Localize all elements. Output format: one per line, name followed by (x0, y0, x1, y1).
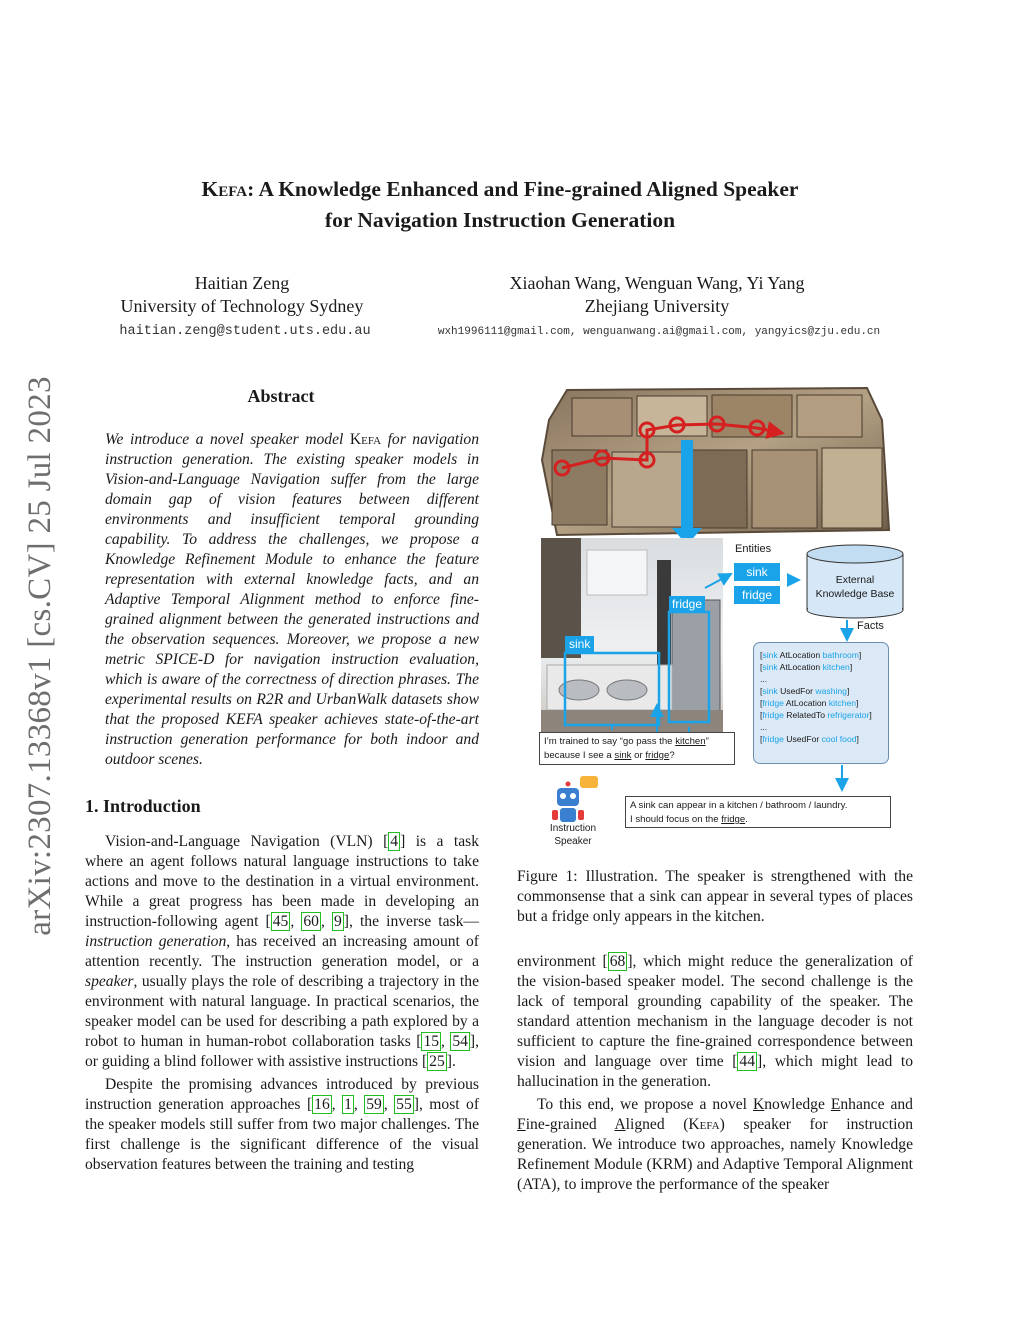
entity-chip: sink (734, 563, 780, 581)
author-affiliation: University of Technology Sydney (120, 296, 364, 316)
sink-tag: sink (565, 636, 594, 653)
citation-link[interactable]: 54 (452, 1033, 468, 1050)
entity-chip: fridge (734, 586, 780, 604)
fact-item: [sink UsedFor washing] (760, 686, 850, 696)
citation-link[interactable]: 1 (344, 1096, 352, 1113)
fact-item: [sink AtLocation kitchen] (760, 662, 853, 672)
fact-item: [fridge RelatedTo refrigerator] (760, 710, 872, 720)
abstract-text: We introduce a novel speaker model (105, 431, 350, 448)
facts-label: Facts (857, 620, 884, 632)
abstract-heading: Abstract (247, 386, 315, 406)
citation-link[interactable]: 55 (396, 1096, 412, 1113)
kb-label: External Knowledge Base (815, 574, 895, 600)
entities-label: Entities (735, 543, 772, 555)
abstract-text: for navigation instruction generation. The existing speaker models in Vision-and-Language Navigation suffer from the large domain gap of vision features between different environments and insufficient temporal grounding capability. To address the challenges, we propose a Knowledge Refinement Module to enhance the feature representation with external knowledge facts, and an Adaptive Temporal Alignment method to enforce fine-grained alignment between the generated instructions and the observation sequences. Moreover, we propose a new metric SPICE-D for navigation instruction evaluation, which is aware of the correctness of direction phrases. The experimental results on R2R and UrbanWalk datasets show that the proposed KEFA speaker achieves state-of-the-art instruction generation performance for both indoor and outdoor scenes. (105, 431, 479, 768)
citation-link[interactable]: 16 (314, 1096, 330, 1113)
title-line2: for Navigation Instruction Generation (324, 208, 676, 232)
fact-item: ... (760, 722, 768, 732)
title-sc: Kefa (201, 177, 248, 201)
right-column-body (517, 952, 913, 1195)
citation-link[interactable]: 4 (390, 833, 399, 850)
facts-box (753, 642, 889, 764)
citation-link[interactable]: 9 (333, 913, 342, 930)
citation-link[interactable]: 25 (429, 1053, 445, 1070)
fact-item: [fridge UsedFor cool food] (760, 734, 859, 744)
paper-title (0, 174, 1000, 236)
author-block-1 (95, 272, 389, 318)
speech-bubble: I’m trained to say “go pass the kitchen” because I see a sink or fridge? (539, 732, 735, 765)
fact-item: [sink AtLocation bathroom] (760, 650, 862, 660)
citation-link[interactable]: 45 (272, 913, 289, 930)
floor-plan (542, 388, 889, 535)
figure-1 (517, 380, 917, 850)
author-name: Haitian Zeng (194, 273, 290, 293)
figure-illustration (517, 380, 917, 850)
abstract-body (105, 430, 479, 770)
paragraph: To this end, we propose a novel Knowledge Enhance and Fine-grained Aligned (Kefa) speaker for instruction generation. We introduce two approaches, namely Knowledge Refinement Module (KRM) and Adaptive Temporal Alignment (ATA), to improve the performance of the speaker (517, 1096, 913, 1193)
author-block-2 (470, 272, 844, 318)
author-affiliation: Zhejiang University (584, 296, 730, 316)
citation-link[interactable]: 15 (423, 1033, 440, 1050)
robot-speaker-icon (552, 776, 598, 822)
speaker-label: Instruction Speaker (549, 823, 597, 847)
abstract-sc: Kefa (349, 431, 382, 448)
fridge-tag: fridge (669, 596, 705, 613)
speech-bubble: A sink can appear in a kitchen / bathroom / laundry. I should focus on the fridge. (625, 796, 891, 828)
intro-body (85, 832, 479, 1175)
title-line1: : A Knowledge Enhanced and Fine-grained Aligned Speaker (247, 177, 799, 201)
paragraph: environment [ 68 ], which might reduce the generalization of the vision-based speaker model. The second challenge is the lack of temporal grounding capability of the speaker. The standard attention mechanism in the language decoder is not sufficient to capture the fine-grained correspondence between vision and language over time [ 44 ], which might lead to hallucination in the generation. (517, 953, 914, 1090)
section-heading: 1. Introduction (85, 796, 201, 816)
paragraph: Despite the promising advances introduced by previous instruction generation approaches [ 16 , 1 , 59 , 55 ], most of the speaker models still suffer from two major challenges. The first challenge is the significant difference of the visual observation features between the training and testing (85, 1076, 480, 1173)
author-email: wxh1996111@gmail.com, wenguanwang.ai@gmail.com, yangyics@zju.edu.cn (437, 326, 881, 338)
citation-link[interactable]: 60 (303, 913, 319, 930)
author-name: Xiaohan Wang, Wenguan Wang, Yi Yang (509, 273, 805, 293)
fact-item: ... (760, 674, 768, 684)
figure-caption: Figure 1: Illustration. The speaker is strengthened with the commonsense that a sink can appear in several types of places but a fridge only appears in the kitchen. (517, 868, 913, 925)
arxiv-side-label: arXiv:2307.13368v1 [cs.CV] 25 Jul 2023 (22, 376, 58, 936)
citation-link[interactable]: 44 (739, 1053, 756, 1070)
citation-link[interactable]: 59 (366, 1096, 382, 1113)
fact-item: [fridge AtLocation kitchen] (760, 698, 859, 708)
citation-link[interactable]: 68 (609, 953, 626, 970)
paragraph: Vision-and-Language Navigation (VLN) [ 4 ] is a task where an agent follows natural language instructions to take actions and move to the destination in a virtual environment. While a great progress has been made in developing an instruction-following agent [ 45 , 60 , 9 ], the inverse task—instruction generation, has received an increasing amount of attention recently. The instruction generation model, or a speaker, usually plays the role of describing a trajectory in the environment with natural language. In practical scenarios, the speaker model can be used for describing a path explored by a robot to human in human-robot collaboration tasks [ 15 , 54 ], or guiding a blind follower with assistive instructions [ 25 ]. (85, 833, 480, 1070)
author-email: haitian.zeng@student.uts.edu.au (119, 324, 371, 339)
